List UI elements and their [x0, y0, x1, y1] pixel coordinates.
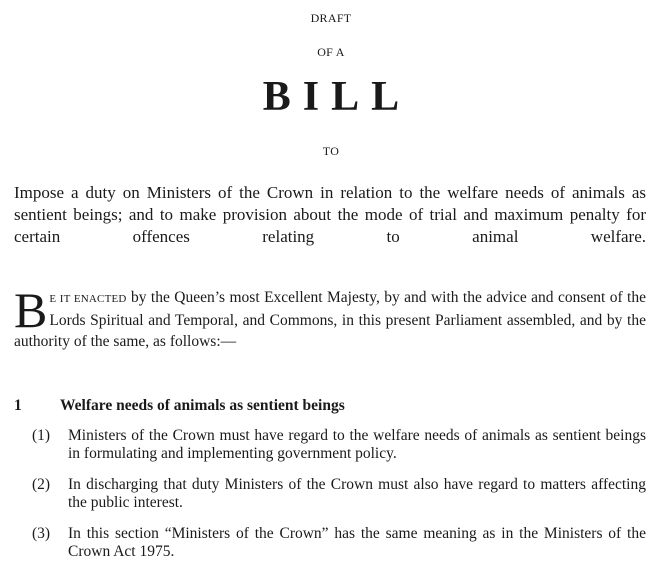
enacting-text: by the Queen’s most Excellent Majesty, by and with the advice and consent of the Lords Spiritual and Temporal, and Commons, in this present Parliament assembled, and by the authority of the same, as follows:— [14, 289, 646, 350]
subsection-2 [14, 476, 646, 512]
subsection-number: (3) [32, 525, 51, 542]
enacting-smallcaps: E IT ENACTED [49, 293, 127, 305]
section-number: 1 [14, 397, 22, 414]
subsection-text: In discharging that duty Ministers of the Crown must also have regard to matters affecting the public interest. [68, 476, 646, 511]
subsection-1 [14, 427, 646, 463]
subsection-number: (1) [32, 427, 51, 444]
section-title: Welfare needs of animals as sentient beings [60, 397, 345, 414]
enacting-dropcap: B [14, 282, 48, 338]
section-heading [14, 395, 646, 417]
to-label: TO [322, 144, 340, 158]
subsection-text: Ministers of the Crown must have regard to the welfare needs of animals as sentient beings in formulating and implementing government policy. [68, 427, 646, 462]
of-a-label: OF A [317, 45, 345, 59]
enacting-formula [14, 282, 646, 352]
bill-title: BILL [262, 74, 412, 120]
subsection-3 [14, 525, 646, 561]
long-title: Impose a duty on Ministers of the Crown in relation to the welfare needs of animals as sentient beings; and to make provision about the mode of trial and maximum penalty for certain offences relating to animal welfare. [14, 183, 646, 246]
draft-label: DRAFT [310, 11, 352, 25]
subsection-text: In this section “Ministers of the Crown” has the same meaning as in the Ministers of the Crown Act 1975. [68, 525, 646, 560]
subsection-number: (2) [32, 476, 51, 493]
